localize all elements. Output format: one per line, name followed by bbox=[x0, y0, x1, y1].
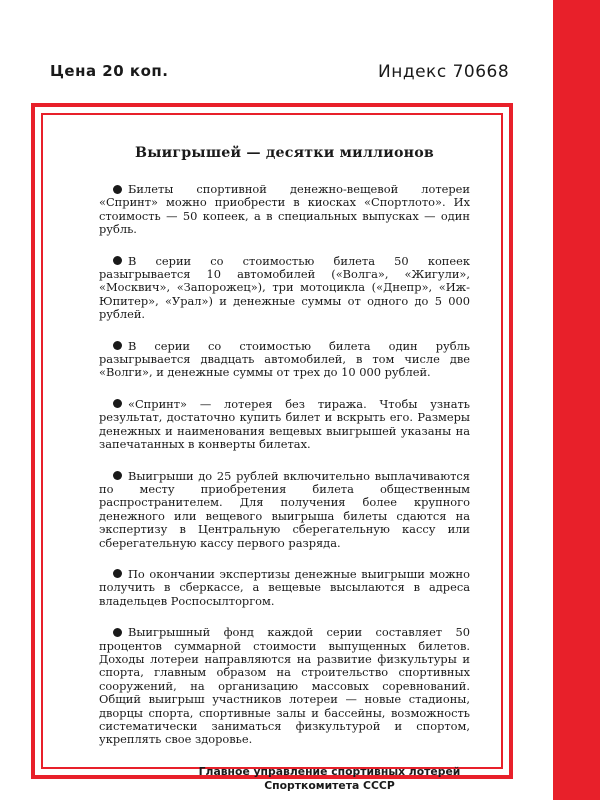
paragraph-text: «Спринт» — лотерея без тиража. Чтобы узнать результат, достаточно купить билет и вскрыть его. Размеры денежных и наименования вещевых выигрышей указаны на запечатанных в конверты билетах. bbox=[99, 396, 470, 452]
paragraph-text: Выигрыши до 25 рублей включительно выплачиваются по месту приобретения билета общественным распространителем. Для получения более крупного денежного или вещевого выигрыша билеты сдаются на экспертизу в Центральную сберегательную кассу или сберегательную кассу первого разряда. bbox=[99, 468, 470, 550]
right-red-stripe bbox=[553, 0, 600, 800]
paragraph-text: По окончании экспертизы денежные выигрыши можно получить в сберкассе, а вещевые высылаются в адреса владельцев Роспосылторгом. bbox=[99, 566, 470, 608]
page-header bbox=[0, 62, 553, 86]
bullet-icon bbox=[113, 569, 122, 578]
paragraph-text: В серии со стоимостью билета один рубль разыгрывается двадцать автомобилей, в том числе две «Волги», и денежные суммы от трех до 10 000 рублей. bbox=[99, 338, 470, 380]
signature-line-1: Главное управление спортивных лотерей bbox=[198, 764, 461, 778]
paragraph-expertise bbox=[99, 568, 470, 608]
bullet-icon bbox=[113, 628, 122, 637]
signature-block bbox=[99, 765, 470, 793]
bullet-icon bbox=[113, 341, 122, 350]
paragraph-payouts bbox=[99, 470, 470, 550]
bullet-icon bbox=[113, 185, 122, 194]
bullet-icon bbox=[113, 471, 122, 480]
bullet-icon bbox=[113, 399, 122, 408]
paragraph-tickets bbox=[99, 183, 470, 237]
paragraph-1-ruble-series bbox=[99, 340, 470, 380]
bullet-icon bbox=[113, 256, 122, 265]
lottery-info-text bbox=[99, 145, 470, 793]
index-label: Индекс 70668 bbox=[378, 62, 510, 82]
page-title: Выигрышей — десятки миллионов bbox=[135, 145, 434, 161]
price-label: Цена 20 коп. bbox=[50, 62, 169, 80]
paragraph-text: В серии со стоимостью билета 50 копеек разыгрывается 10 автомобилей («Волга», «Жигули», «Москвич», «Запорожец»), три мотоцикла («Днепр», «Иж-Юпитер», «Урал») и денежные суммы от одного до 5 000 рублей. bbox=[99, 253, 470, 322]
paragraph-prize-fund bbox=[99, 626, 470, 747]
signature-line-2: Спорткомитета СССР bbox=[264, 778, 395, 792]
paragraph-text: Билеты спортивной денежно-вещевой лотереи «Спринт» можно приобрести в киосках «Спортлото». Их стоимость — 50 копеек, а в специальных выпусках — один рубль. bbox=[99, 182, 470, 237]
paragraph-50-kopeck-series bbox=[99, 255, 470, 322]
paragraph-text: Выигрышный фонд каждой серии составляет 50 процентов суммарной стоимости выпущенных билетов. Доходы лотереи направляются на развитие физкультуры и спорта, главным образом на строительство спортивных сооружений, на организацию массовых соревнований. Общий выигрыш участников лотереи — новые стадионы, дворцы спорта, спортивные залы и бассейны, возможность систематически заниматься физкультурой и спортом, укреплять свое здоровье. bbox=[99, 625, 470, 747]
paragraph-no-draw bbox=[99, 398, 470, 452]
